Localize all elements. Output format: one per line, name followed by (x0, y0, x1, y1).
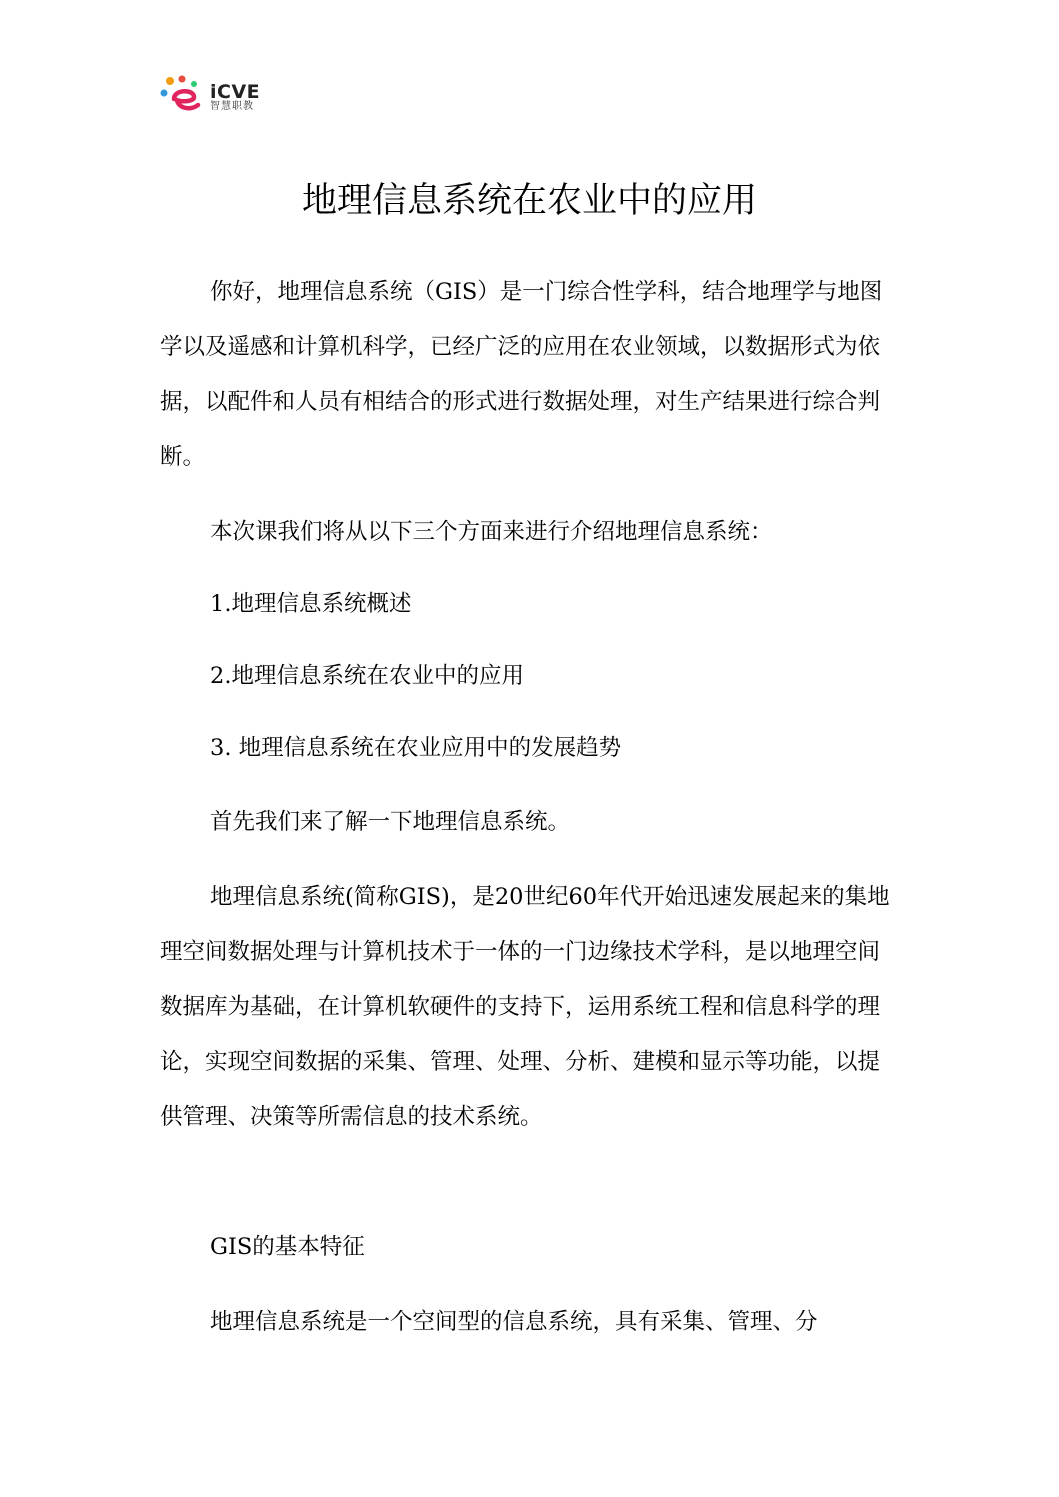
logo-text: iCVE (210, 81, 261, 103)
list-item-1: 1.地理信息系统概述 (210, 591, 412, 617)
paragraph-features: 地理信息系统是一个空间型的信息系统，具有采集、管理、分 (210, 1309, 818, 1335)
paragraph-transition: 首先我们来了解一下地理信息系统。 (210, 809, 571, 835)
logo-subtitle: 智慧职教 (210, 101, 254, 112)
document-title: 地理信息系统在农业中的应用 (301, 181, 757, 221)
icve-logo (160, 75, 270, 117)
paragraph-outline: 本次课我们将从以下三个方面来进行介绍地理信息系统： (210, 519, 773, 545)
list-item-3: 3. 地理信息系统在农业应用中的发展趋势 (210, 735, 622, 761)
paragraph-intro: 你好，地理信息系统（GIS）是一门综合性学科，结合地理学与地图学以及遥感和计算机科学，已经广泛的应用在农业领域，以数据形式为依据，以配件和人员有相结合的形式进行数据处理，对生产结果进行综合判断。 (160, 279, 883, 470)
list-item-2: 2.地理信息系统在农业中的应用 (210, 663, 524, 689)
paragraph-definition: 地理信息系统(简称GIS)，是20世纪60年代开始迅速发展起来的集地理空间数据处理与计算机技术于一体的一门边缘技术学科，是以地理空间数据库为基础，在计算机软硬件的支持下，运用系统工程和信息科学的理论，实现空间数据的采集、管理、处理、分析、建模和显示等功能，以提供管理、决策等所需信息的技术系统。 (160, 884, 890, 1130)
icve-logo-icon (160, 75, 208, 117)
section-heading-gis-features: GIS的基本特征 (210, 1234, 365, 1260)
